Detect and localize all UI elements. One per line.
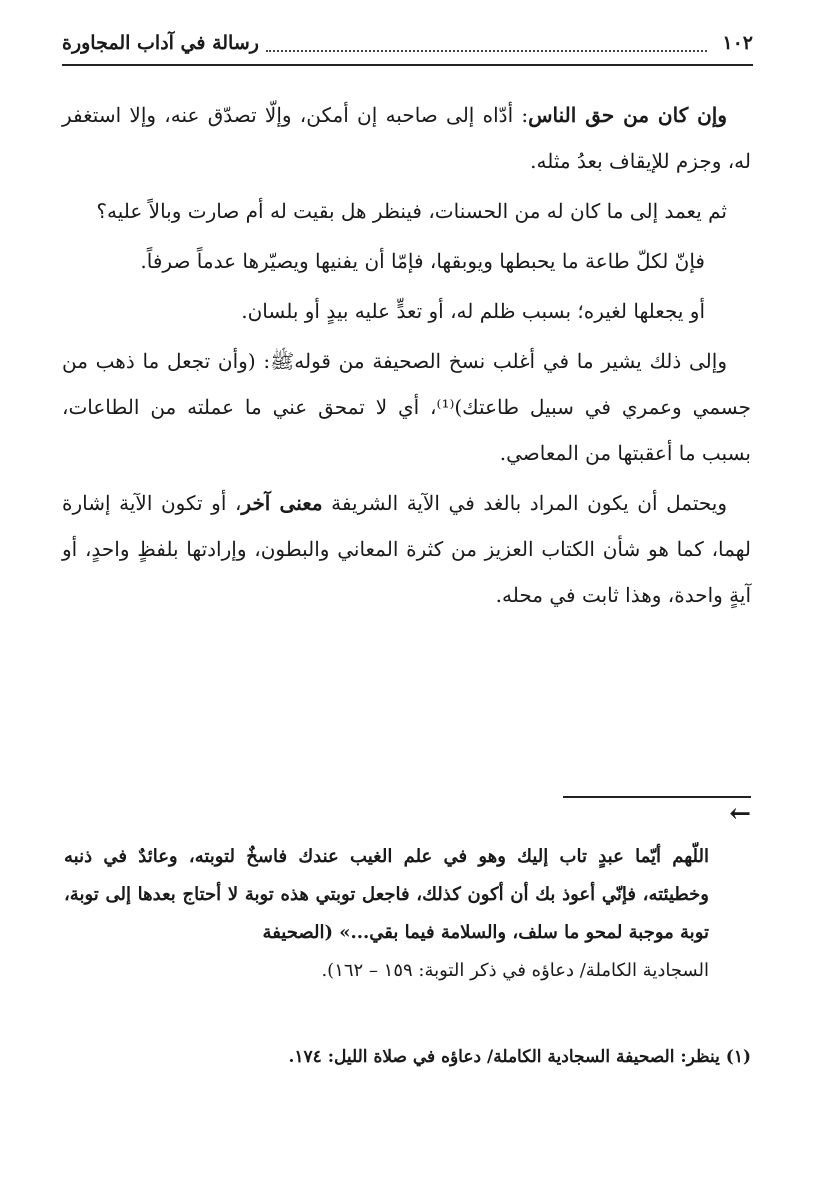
paragraph-4: أو يجعلها لغيره؛ بسبب ظلم له، أو تعدٍّ عليه بيدٍ أو بلسان. [241,299,705,323]
paragraph-6-text-b: ، أو تكون الآية إشارة لهما، كما هو شأن الكتاب العزيز من كثرة المعاني والبطون، وإرادتها بلفظٍ واحدٍ، أو آيةٍ واحدة، وهذا ثابت في محله. [62,491,751,607]
header-dotted-leader [266,50,707,52]
running-header [62,30,753,66]
paragraph-5: وإلى ذلك يشير ما في أغلب نسخ الصحيفة من قوله‎ﷺ‎: (وأن تجعل ما ذهب من جسمي وعمري في سبيل طاعتك)⁽¹⁾، أي لا تمحق عني ما عملته من الطاعات، بسبب ما أعقبتها من المعاصي. [62,349,752,465]
book-title: رسالة في آداب المجاورة [62,32,259,54]
footnote-1: (١) ينظر: الصحيفة السجادية الكاملة/ دعاؤه في صلاة الليل: ١٧٤. [288,1047,751,1067]
paragraph-1 [62,92,751,184]
footnote-separator [563,796,751,798]
footnote-continuation [64,838,709,990]
paragraph-3: فإنّ لكلّ طاعة ما يحبطها ويوبقها، فإمّا أن يفنيها ويصيّرها عدماً صرفاً. [140,249,705,273]
paragraph-6-text-a: ويحتمل أن يكون المراد بالغد في الآية الشريفة [322,491,727,515]
paragraph-1-lead: وإن كان من حق الناس [528,103,728,127]
page-number: ١٠٢ [722,32,753,54]
footnote-quote: اللّهم أيّما عبدٍ تاب إليك وهو في علم الغيب عندك فاسخٌ لتوبته، وعائدٌ في ذنبه وخطيئته، فإنّي أعوذ بك أن أكون كذلك، فاجعل توبتي هذه توبة لا أحتاج بعدها إلى توبة، توبة موجبة لمحو ما سلف، والسلامة فيما بقي...» (الصحيفة [64,846,709,943]
paragraph-6 [62,480,751,618]
footnote-source: السجادية الكاملة/ دعاؤه في ذكر التوبة: ١٥٩ – ١٦٢). [321,960,709,981]
paragraph-6-bold: معنى آخر [241,491,323,515]
paragraph-2: ثم يعمد إلى ما كان له من الحسنات، فينظر هل بقيت له أم صارت وبالاً عليه؟ [96,199,727,223]
main-text [62,92,751,622]
continuation-arrow-icon: ← [729,799,751,829]
paragraph-1-text: : أدّاه إلى صاحبه إن أمكن، وإلّا تصدّق عنه، وإلا استغفر له، وجزم للإيقاف بعدُ مثله. [62,103,751,173]
